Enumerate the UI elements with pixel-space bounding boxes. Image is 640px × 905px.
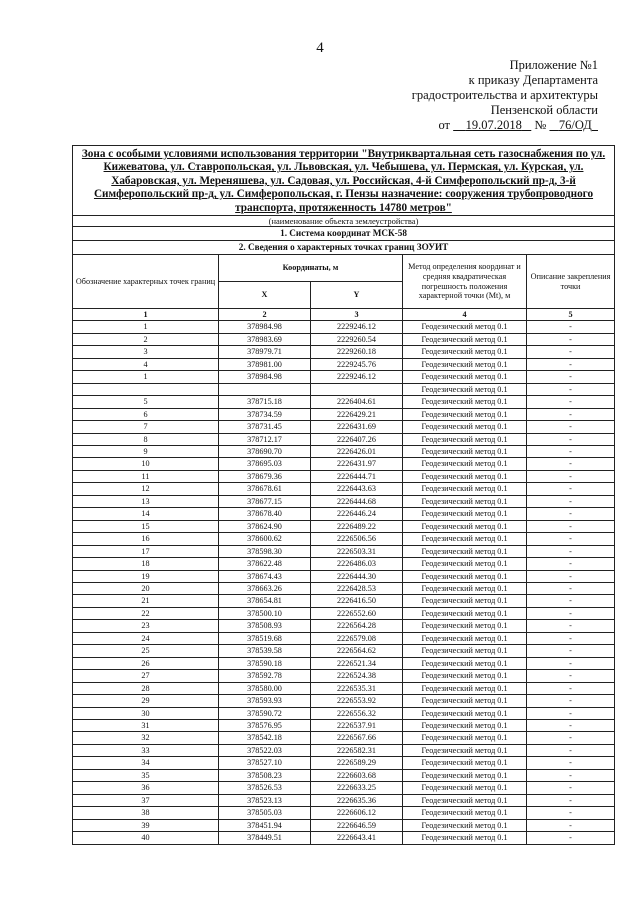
method-cell: Геодезический метод 0.1 — [403, 670, 527, 682]
description-cell: - — [527, 570, 615, 582]
point-id-cell: 33 — [73, 744, 219, 756]
description-cell: - — [527, 657, 615, 669]
method-cell: Геодезический метод 0.1 — [403, 371, 527, 383]
point-id-cell: 28 — [73, 682, 219, 694]
header-point: Обозначение характерных точек границ — [73, 255, 219, 309]
appendix-block — [338, 58, 598, 133]
method-cell: Геодезический метод 0.1 — [403, 346, 527, 358]
point-id-cell: 14 — [73, 508, 219, 520]
y-coord-cell: 2226503.31 — [311, 545, 403, 557]
point-id-cell: 18 — [73, 558, 219, 570]
table-row — [73, 769, 615, 781]
y-coord-cell: 2226407.26 — [311, 433, 403, 445]
y-coord-cell: 2226535.31 — [311, 682, 403, 694]
method-cell: Геодезический метод 0.1 — [403, 757, 527, 769]
table-row — [73, 433, 615, 445]
y-coord-cell: 2229260.18 — [311, 346, 403, 358]
appendix-line-2: градостроительства и архитектуры — [411, 88, 598, 102]
description-cell: - — [527, 832, 615, 844]
table-row — [73, 570, 615, 582]
table-row — [73, 396, 615, 408]
method-cell: Геодезический метод 0.1 — [403, 321, 527, 333]
boundary-points-table — [72, 145, 615, 845]
table-row — [73, 695, 615, 707]
y-coord-cell: 2226643.41 — [311, 832, 403, 844]
table-row — [73, 358, 615, 370]
table-row — [73, 321, 615, 333]
table-row — [73, 583, 615, 595]
order-from-label: от — [438, 118, 451, 132]
method-cell: Геодезический метод 0.1 — [403, 707, 527, 719]
point-id-cell: 25 — [73, 645, 219, 657]
point-id-cell: 15 — [73, 520, 219, 532]
point-id-cell: 17 — [73, 545, 219, 557]
point-id-cell: 22 — [73, 607, 219, 619]
point-id-cell: 27 — [73, 670, 219, 682]
description-cell: - — [527, 682, 615, 694]
method-cell: Геодезический метод 0.1 — [403, 583, 527, 595]
header-coords: Координаты, м — [219, 255, 403, 282]
description-cell: - — [527, 744, 615, 756]
description-cell: - — [527, 458, 615, 470]
point-id-cell: 38 — [73, 807, 219, 819]
y-coord-cell: 2226443.63 — [311, 483, 403, 495]
description-cell: - — [527, 719, 615, 731]
x-coord-cell: 378508.93 — [219, 620, 311, 632]
x-coord-cell: 378508.23 — [219, 769, 311, 781]
description-cell: - — [527, 807, 615, 819]
x-coord-cell: 378679.36 — [219, 470, 311, 482]
method-cell: Геодезический метод 0.1 — [403, 595, 527, 607]
point-id-cell: 37 — [73, 794, 219, 806]
x-coord-cell: 378695.03 — [219, 458, 311, 470]
column-number: 5 — [527, 309, 615, 321]
description-cell: - — [527, 495, 615, 507]
method-cell: Геодезический метод 0.1 — [403, 533, 527, 545]
method-cell: Геодезический метод 0.1 — [403, 470, 527, 482]
header-method: Метод определения координат и средняя квадратическая погрешность положения характерной точки (Mt), м — [403, 255, 527, 309]
x-coord-cell: 378598.30 — [219, 545, 311, 557]
table-row — [73, 670, 615, 682]
y-coord-cell: 2226552.60 — [311, 607, 403, 619]
method-cell: Геодезический метод 0.1 — [403, 607, 527, 619]
zone-title — [73, 146, 615, 216]
description-cell: - — [527, 533, 615, 545]
y-coord-cell: 2226589.29 — [311, 757, 403, 769]
x-coord-cell: 378984.98 — [219, 321, 311, 333]
description-cell: - — [527, 757, 615, 769]
table-row — [73, 819, 615, 831]
y-coord-cell: 2226606.12 — [311, 807, 403, 819]
table-row — [73, 458, 615, 470]
table-row — [73, 545, 615, 557]
table-row — [73, 620, 615, 632]
header-x: X — [219, 282, 311, 309]
y-coord-cell: 2229260.54 — [311, 333, 403, 345]
y-coord-cell: 2226524.38 — [311, 670, 403, 682]
point-id-cell: 12 — [73, 483, 219, 495]
description-cell: - — [527, 333, 615, 345]
y-coord-cell: 2226489.22 — [311, 520, 403, 532]
x-coord-cell: 378622.48 — [219, 558, 311, 570]
x-coord-cell: 378539.58 — [219, 645, 311, 657]
description-cell: - — [527, 470, 615, 482]
table-row — [73, 632, 615, 644]
table-row — [73, 383, 615, 395]
x-coord-cell: 378731.45 — [219, 421, 311, 433]
description-cell: - — [527, 358, 615, 370]
header-y: Y — [311, 282, 403, 309]
x-coord-cell: 378712.17 — [219, 433, 311, 445]
x-coord-cell: 378519.68 — [219, 632, 311, 644]
method-cell: Геодезический метод 0.1 — [403, 508, 527, 520]
x-coord-cell: 378505.03 — [219, 807, 311, 819]
point-id-cell: 1 — [73, 321, 219, 333]
x-coord-cell: 378600.62 — [219, 533, 311, 545]
method-cell: Геодезический метод 0.1 — [403, 695, 527, 707]
table-row — [73, 333, 615, 345]
description-cell: - — [527, 620, 615, 632]
y-coord-cell: 2226537.91 — [311, 719, 403, 731]
appendix-line-1: к приказу Департамента — [468, 73, 598, 87]
x-coord-cell: 378523.13 — [219, 794, 311, 806]
appendix-line-3: Пензенской области — [490, 103, 598, 117]
header-description: Описание закрепления точки — [527, 255, 615, 309]
y-coord-cell: 2226426.01 — [311, 446, 403, 458]
x-coord-cell: 378663.26 — [219, 583, 311, 595]
method-cell: Геодезический метод 0.1 — [403, 769, 527, 781]
order-number-value: 76/ОД — [558, 118, 592, 132]
appendix-title: Приложение №1 — [509, 58, 598, 72]
point-id-cell: 4 — [73, 358, 219, 370]
point-id-cell: 32 — [73, 732, 219, 744]
x-coord-cell: 378590.18 — [219, 657, 311, 669]
y-coord-cell: 2229245.76 — [311, 358, 403, 370]
table-row — [73, 520, 615, 532]
x-coord-cell: 378526.53 — [219, 782, 311, 794]
description-cell: - — [527, 421, 615, 433]
point-id-cell: 30 — [73, 707, 219, 719]
x-coord-cell: 378983.69 — [219, 333, 311, 345]
table-row — [73, 421, 615, 433]
description-cell: - — [527, 558, 615, 570]
x-coord-cell — [219, 383, 311, 395]
table-row — [73, 595, 615, 607]
zone-subnote: (наименование объекта землеустройства) — [73, 216, 615, 227]
method-cell: Геодезический метод 0.1 — [403, 408, 527, 420]
point-id-cell: 35 — [73, 769, 219, 781]
point-id-cell: 10 — [73, 458, 219, 470]
method-cell: Геодезический метод 0.1 — [403, 732, 527, 744]
y-coord-cell: 2229246.12 — [311, 371, 403, 383]
method-cell: Геодезический метод 0.1 — [403, 744, 527, 756]
column-number: 4 — [403, 309, 527, 321]
point-id-cell: 31 — [73, 719, 219, 731]
description-cell: - — [527, 371, 615, 383]
description-cell: - — [527, 695, 615, 707]
table-row — [73, 807, 615, 819]
table-row — [73, 744, 615, 756]
table-row — [73, 782, 615, 794]
y-coord-cell: 2226416.50 — [311, 595, 403, 607]
x-coord-cell: 378674.43 — [219, 570, 311, 582]
method-cell: Геодезический метод 0.1 — [403, 358, 527, 370]
table-row — [73, 558, 615, 570]
point-id-cell: 13 — [73, 495, 219, 507]
point-id-cell: 24 — [73, 632, 219, 644]
description-cell: - — [527, 607, 615, 619]
method-cell: Геодезический метод 0.1 — [403, 383, 527, 395]
y-coord-cell: 2226564.62 — [311, 645, 403, 657]
point-id-cell: 7 — [73, 421, 219, 433]
table-row — [73, 470, 615, 482]
table-row — [73, 832, 615, 844]
method-cell: Геодезический метод 0.1 — [403, 396, 527, 408]
y-coord-cell: 2226444.68 — [311, 495, 403, 507]
description-cell: - — [527, 769, 615, 781]
x-coord-cell: 378734.59 — [219, 408, 311, 420]
table-row — [73, 757, 615, 769]
order-date-value: 19.07.2018 — [465, 118, 522, 132]
zone-title-text: Зона с особыми условиями использования территории "Внутриквартальная сеть газоснабжения по ул. Кижеватова, ул. Ставропольская, ул. Львовская, ул. Чебышева, ул. Пермская, ул. Курская, ул. Хабаровская, ул. Мереняшева, ул. Садовая, ул. Российская, 4-й Симферопольский пр-д, 3-й Симферопольский пр-д, ул. Симферопольская, г. Пензы назначение: сооружения трубопроводного транспорта, протяженность 14780 метров" — [81, 148, 606, 214]
points-info-heading: 2. Сведения о характерных точках границ ЗОУИТ — [73, 241, 615, 255]
y-coord-cell: 2226486.03 — [311, 558, 403, 570]
method-cell: Геодезический метод 0.1 — [403, 446, 527, 458]
x-coord-cell: 378500.10 — [219, 607, 311, 619]
y-coord-cell: 2226579.08 — [311, 632, 403, 644]
method-cell: Геодезический метод 0.1 — [403, 433, 527, 445]
description-cell: - — [527, 670, 615, 682]
description-cell: - — [527, 520, 615, 532]
x-coord-cell: 378576.95 — [219, 719, 311, 731]
point-id-cell: 23 — [73, 620, 219, 632]
description-cell: - — [527, 707, 615, 719]
x-coord-cell: 378979.71 — [219, 346, 311, 358]
description-cell: - — [527, 819, 615, 831]
method-cell: Геодезический метод 0.1 — [403, 657, 527, 669]
y-coord-cell: 2229246.12 — [311, 321, 403, 333]
y-coord-cell: 2226506.56 — [311, 533, 403, 545]
y-coord-cell: 2226603.68 — [311, 769, 403, 781]
point-id-cell: 5 — [73, 396, 219, 408]
point-id-cell: 21 — [73, 595, 219, 607]
table-row — [73, 495, 615, 507]
method-cell: Геодезический метод 0.1 — [403, 794, 527, 806]
description-cell: - — [527, 595, 615, 607]
method-cell: Геодезический метод 0.1 — [403, 458, 527, 470]
description-cell: - — [527, 583, 615, 595]
method-cell: Геодезический метод 0.1 — [403, 807, 527, 819]
point-id-cell: 20 — [73, 583, 219, 595]
order-date — [453, 118, 531, 132]
x-coord-cell: 378593.93 — [219, 695, 311, 707]
method-cell: Геодезический метод 0.1 — [403, 558, 527, 570]
table-row — [73, 645, 615, 657]
description-cell: - — [527, 383, 615, 395]
table-row — [73, 657, 615, 669]
point-id-cell: 1 — [73, 371, 219, 383]
x-coord-cell: 378449.51 — [219, 832, 311, 844]
y-coord-cell: 2226567.66 — [311, 732, 403, 744]
y-coord-cell: 2226564.28 — [311, 620, 403, 632]
description-cell: - — [527, 346, 615, 358]
y-coord-cell: 2226582.31 — [311, 744, 403, 756]
y-coord-cell — [311, 383, 403, 395]
method-cell: Геодезический метод 0.1 — [403, 570, 527, 582]
method-cell: Геодезический метод 0.1 — [403, 495, 527, 507]
column-number-row — [73, 309, 615, 321]
table-row — [73, 607, 615, 619]
y-coord-cell: 2226429.21 — [311, 408, 403, 420]
y-coord-cell: 2226633.25 — [311, 782, 403, 794]
method-cell: Геодезический метод 0.1 — [403, 620, 527, 632]
page-number: 4 — [316, 40, 324, 56]
table-row — [73, 682, 615, 694]
y-coord-cell: 2226556.32 — [311, 707, 403, 719]
description-cell: - — [527, 782, 615, 794]
order-line — [338, 118, 598, 133]
table-row — [73, 446, 615, 458]
point-id-cell: 34 — [73, 757, 219, 769]
point-id-cell: 36 — [73, 782, 219, 794]
x-coord-cell: 378542.18 — [219, 732, 311, 744]
x-coord-cell: 378654.81 — [219, 595, 311, 607]
point-id-cell: 8 — [73, 433, 219, 445]
x-coord-cell: 378527.10 — [219, 757, 311, 769]
y-coord-cell: 2226431.69 — [311, 421, 403, 433]
x-coord-cell: 378592.78 — [219, 670, 311, 682]
table-row — [73, 707, 615, 719]
point-id-cell: 39 — [73, 819, 219, 831]
x-coord-cell: 378451.94 — [219, 819, 311, 831]
table-row — [73, 408, 615, 420]
table-row — [73, 508, 615, 520]
y-coord-cell: 2226404.61 — [311, 396, 403, 408]
table-row — [73, 371, 615, 383]
point-id-cell: 11 — [73, 470, 219, 482]
order-number-label: № — [534, 118, 547, 132]
point-id-cell: 40 — [73, 832, 219, 844]
x-coord-cell: 378522.03 — [219, 744, 311, 756]
x-coord-cell: 378715.18 — [219, 396, 311, 408]
description-cell: - — [527, 732, 615, 744]
x-coord-cell: 378677.15 — [219, 495, 311, 507]
order-number — [549, 118, 598, 132]
method-cell: Геодезический метод 0.1 — [403, 682, 527, 694]
x-coord-cell: 378590.72 — [219, 707, 311, 719]
description-cell: - — [527, 794, 615, 806]
y-coord-cell: 2226444.71 — [311, 470, 403, 482]
y-coord-cell: 2226444.30 — [311, 570, 403, 582]
method-cell: Геодезический метод 0.1 — [403, 782, 527, 794]
x-coord-cell: 378624.90 — [219, 520, 311, 532]
description-cell: - — [527, 632, 615, 644]
table-row — [73, 732, 615, 744]
x-coord-cell: 378580.00 — [219, 682, 311, 694]
x-coord-cell: 378981.00 — [219, 358, 311, 370]
point-id-cell: 29 — [73, 695, 219, 707]
point-id-cell — [73, 383, 219, 395]
table-row — [73, 346, 615, 358]
description-cell: - — [527, 321, 615, 333]
method-cell: Геодезический метод 0.1 — [403, 832, 527, 844]
x-coord-cell: 378678.40 — [219, 508, 311, 520]
point-id-cell: 6 — [73, 408, 219, 420]
method-cell: Геодезический метод 0.1 — [403, 645, 527, 657]
description-cell: - — [527, 408, 615, 420]
description-cell: - — [527, 433, 615, 445]
description-cell: - — [527, 483, 615, 495]
description-cell: - — [527, 446, 615, 458]
y-coord-cell: 2226521.34 — [311, 657, 403, 669]
point-id-cell: 16 — [73, 533, 219, 545]
point-id-cell: 19 — [73, 570, 219, 582]
y-coord-cell: 2226553.92 — [311, 695, 403, 707]
table-row — [73, 533, 615, 545]
y-coord-cell: 2226646.59 — [311, 819, 403, 831]
description-cell: - — [527, 508, 615, 520]
column-number: 1 — [73, 309, 219, 321]
y-coord-cell: 2226428.53 — [311, 583, 403, 595]
point-id-cell: 26 — [73, 657, 219, 669]
x-coord-cell: 378678.61 — [219, 483, 311, 495]
table-row — [73, 483, 615, 495]
method-cell: Геодезический метод 0.1 — [403, 333, 527, 345]
point-id-cell: 3 — [73, 346, 219, 358]
table-row — [73, 719, 615, 731]
method-cell: Геодезический метод 0.1 — [403, 545, 527, 557]
y-coord-cell: 2226431.97 — [311, 458, 403, 470]
description-cell: - — [527, 396, 615, 408]
point-id-cell: 9 — [73, 446, 219, 458]
x-coord-cell: 378690.70 — [219, 446, 311, 458]
method-cell: Геодезический метод 0.1 — [403, 719, 527, 731]
description-cell: - — [527, 545, 615, 557]
method-cell: Геодезический метод 0.1 — [403, 421, 527, 433]
method-cell: Геодезический метод 0.1 — [403, 819, 527, 831]
method-cell: Геодезический метод 0.1 — [403, 520, 527, 532]
table-row — [73, 794, 615, 806]
y-coord-cell: 2226446.24 — [311, 508, 403, 520]
point-id-cell: 2 — [73, 333, 219, 345]
x-coord-cell: 378984.98 — [219, 371, 311, 383]
description-cell: - — [527, 645, 615, 657]
column-number: 2 — [219, 309, 311, 321]
column-number: 3 — [311, 309, 403, 321]
coord-system-heading: 1. Система координат МСК-58 — [73, 227, 615, 241]
method-cell: Геодезический метод 0.1 — [403, 483, 527, 495]
y-coord-cell: 2226635.36 — [311, 794, 403, 806]
method-cell: Геодезический метод 0.1 — [403, 632, 527, 644]
